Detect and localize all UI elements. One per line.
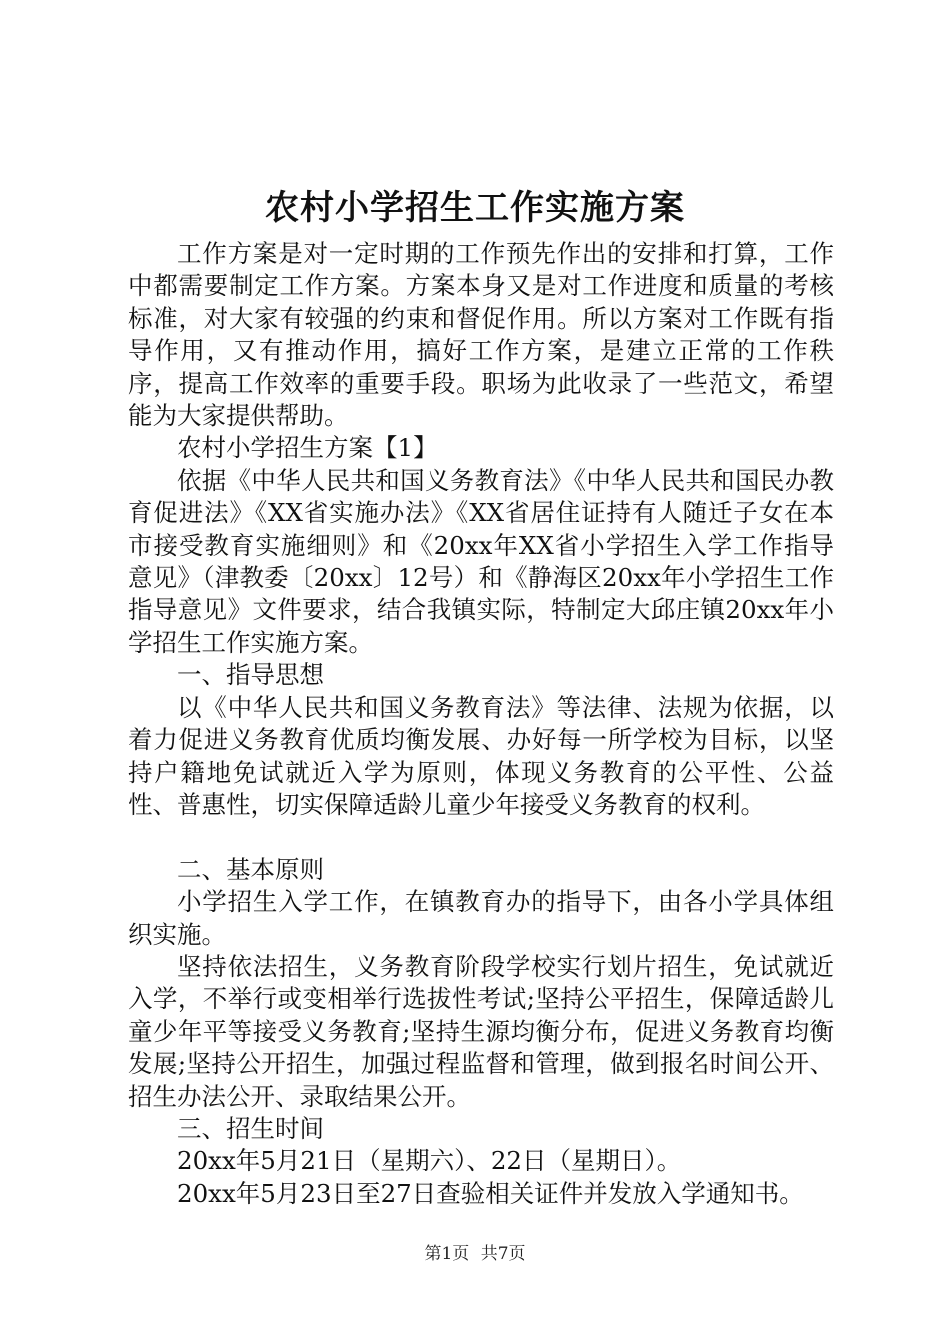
blank-line: [128, 821, 834, 853]
page-number: 第1页: [424, 1244, 470, 1264]
principles-paragraph-2: 坚持依法招生，义务教育阶段学校实行划片招生，免试就近入学，不举行或变相举行选拔性考试;坚持公平招生，保障适龄儿童少年平等接受义务教育;坚持生源均衡分布，促进义务教育均衡发展;坚持公开招生，加强过程监督和管理，做到报名时间公开、招生办法公开、录取结果公开。: [128, 951, 834, 1111]
page-footer: [0, 1243, 950, 1265]
document-body: [128, 238, 834, 1210]
page-total: 共7页: [480, 1244, 526, 1264]
enrollment-time-line-2: 20xx年5月23日至27日查验相关证件并发放入学通知书。: [177, 1178, 804, 1208]
document-title: 农村小学招生工作实施方案: [265, 188, 685, 228]
section-heading-enrollment-time: 三、招生时间: [177, 1113, 324, 1143]
enrollment-time-line-1: 20xx年5月21日（星期六）、22日（星期日）。: [177, 1146, 682, 1176]
section-heading-basic-principles: 二、基本原则: [177, 854, 324, 884]
basis-paragraph: 依据《中华人民共和国义务教育法》《中华人民共和国民办教育促进法》《XX省实施办法》《XX省居住证持有人随迁子女在本市接受教育实施细则》和《20xx年XX省小学招生入学工作指导意见》（津教委〔20xx〕12号）和《静海区20xx年小学招生工作指导意见》文件要求，结合我镇实际，特制定大邱庄镇20xx年小学招生工作实施方案。: [128, 465, 834, 657]
guiding-ideology-paragraph: 以《中华人民共和国义务教育法》等法律、法规为依据，以着力促进义务教育优质均衡发展、办好每一所学校为目标，以坚持户籍地免试就近入学为原则，体现义务教育的公平性、公益性、普惠性，切实保障适龄儿童少年接受义务教育的权利。: [128, 692, 834, 819]
principles-paragraph-1: 小学招生入学工作，在镇教育办的指导下，由各小学具体组织实施。: [128, 887, 834, 949]
section-heading-plan-1: 农村小学招生方案【1】: [177, 433, 438, 463]
intro-paragraph: 工作方案是对一定时期的工作预先作出的安排和打算，工作中都需要制定工作方案。方案本身又是对工作进度和质量的考核标准，对大家有较强的约束和督促作用。所以方案对工作既有指导作用，又有推动作用，搞好工作方案，是建立正常的工作秩序，提高工作效率的重要手段。职场为此收录了一些范文，希望能为大家提供帮助。: [128, 239, 834, 431]
section-heading-guiding-ideology: 一、指导思想: [177, 660, 324, 690]
